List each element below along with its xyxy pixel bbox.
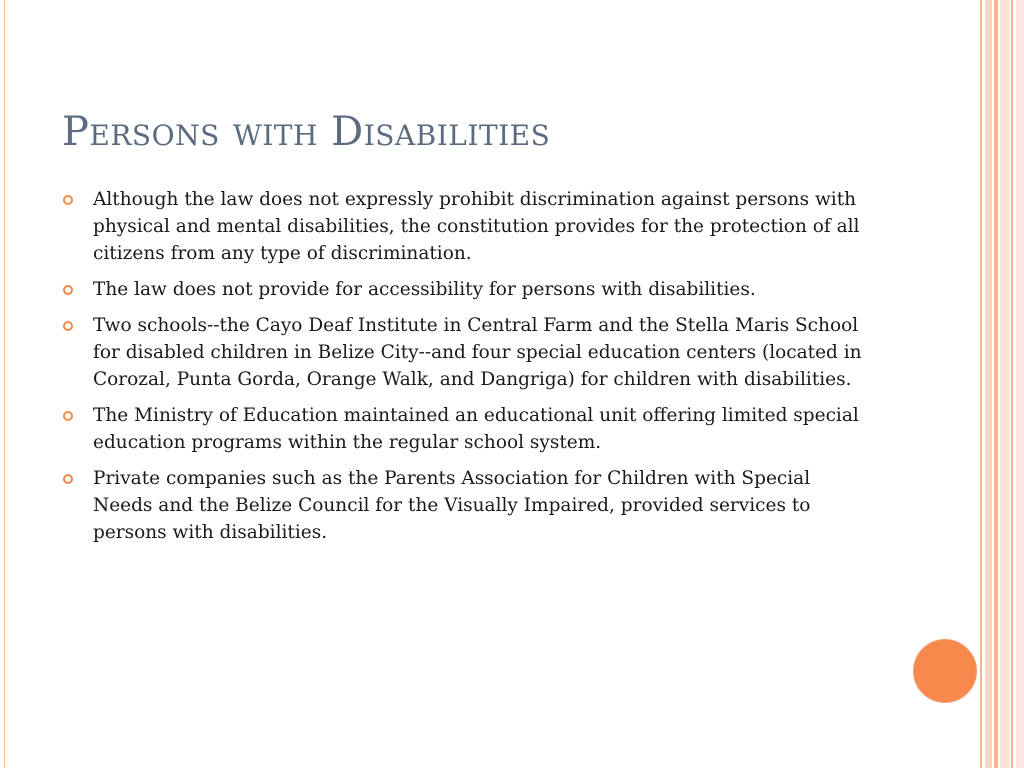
slide-title: Persons with Disabilities bbox=[62, 109, 551, 155]
bullet-item bbox=[62, 276, 872, 303]
hollow-circle-bullet-icon bbox=[63, 195, 73, 205]
bullet-item bbox=[62, 465, 872, 546]
decorative-stripe bbox=[980, 0, 982, 768]
bullet-text: Although the law does not expressly prohibit discrimination against persons with physical and mental disabilities, the constitution provides for the protection of all citizens from any type of discrimination. bbox=[93, 189, 860, 264]
bullet-text: The law does not provide for accessibility for persons with disabilities. bbox=[93, 279, 756, 300]
bullet-item bbox=[62, 186, 872, 267]
decorative-stripe bbox=[1011, 0, 1013, 768]
hollow-circle-bullet-icon bbox=[63, 474, 73, 484]
decorative-stripe bbox=[1000, 0, 1009, 768]
decorative-stripe bbox=[994, 0, 998, 768]
bullet-item bbox=[62, 312, 872, 393]
decorative-stripe bbox=[1016, 0, 1024, 768]
hollow-circle-bullet-icon bbox=[63, 321, 73, 331]
hollow-circle-bullet-icon bbox=[63, 285, 73, 295]
bullet-text: Two schools--the Cayo Deaf Institute in Central Farm and the Stella Maris School for disabled children in Belize City--and four special education centers (located in Corozal, Punta Gorda, Orange Walk, and Dangriga) for children with disabilities. bbox=[93, 315, 862, 390]
bullet-item bbox=[62, 402, 872, 456]
left-border-line bbox=[4, 0, 5, 768]
hollow-circle-bullet-icon bbox=[63, 411, 73, 421]
decorative-stripe bbox=[985, 0, 992, 768]
bullet-text: Private companies such as the Parents Association for Children with Special Needs and the Belize Council for the Visually Impaired, provided services to persons with disabilities. bbox=[93, 468, 811, 543]
bullet-text: The Ministry of Education maintained an educational unit offering limited special education programs within the regular school system. bbox=[93, 405, 859, 453]
bullet-list bbox=[62, 186, 872, 555]
orange-circle-decoration bbox=[913, 639, 977, 703]
